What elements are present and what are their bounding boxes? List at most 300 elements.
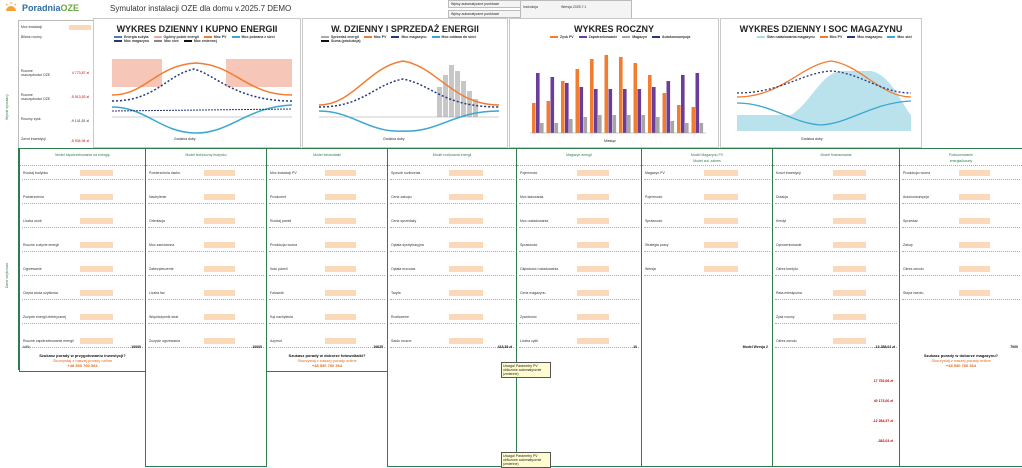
field-input[interactable] xyxy=(449,338,482,344)
yearly-bar xyxy=(598,115,602,133)
field-input[interactable] xyxy=(204,170,235,176)
row-divider xyxy=(269,323,385,324)
field-input[interactable] xyxy=(325,194,356,200)
chart-daily-purchase-plot xyxy=(106,55,296,135)
field-label: Strategia pracy xyxy=(645,243,669,247)
legend-item: Moc magazynu xyxy=(847,35,882,39)
field-label: Sposób rozliczenia xyxy=(391,171,421,175)
row-divider xyxy=(390,203,514,204)
chart-daily-soc-title: WYKRES DZIENNY I SOC MAGAZYNU xyxy=(739,24,903,34)
row-divider xyxy=(22,299,143,300)
row-divider xyxy=(519,179,639,180)
row-divider xyxy=(390,251,514,252)
panel-divider xyxy=(900,165,1022,166)
row-divider xyxy=(775,179,897,180)
field-input[interactable] xyxy=(204,242,235,248)
row-divider xyxy=(902,227,1020,228)
field-label: Magazyn PV xyxy=(645,171,665,175)
field-label: Rodzaj budynku xyxy=(23,171,49,175)
yearly-bar xyxy=(656,117,660,133)
field-input[interactable] xyxy=(204,290,235,296)
yearly-bar xyxy=(590,59,594,133)
chart-daily-sales xyxy=(302,18,508,148)
field-label: Okres zwrotu xyxy=(776,339,797,343)
top-info-label: Instrukcja xyxy=(523,5,538,9)
row-divider xyxy=(269,275,385,276)
yearly-bar xyxy=(648,75,652,133)
field-input[interactable] xyxy=(959,194,991,200)
field-input[interactable] xyxy=(204,314,235,320)
chart-daily-purchase-title: WYKRES DZIENNY I KUPNO ENERGII xyxy=(116,24,278,34)
field-label: Dotacja xyxy=(776,195,788,199)
chart-yearly xyxy=(509,18,719,148)
inputs-sidebar xyxy=(0,148,19,370)
row-divider xyxy=(775,323,897,324)
yearly-bar xyxy=(696,73,700,133)
field-input[interactable] xyxy=(833,266,866,272)
field-input[interactable] xyxy=(80,290,113,296)
panel-title: Model techniczny budynku xyxy=(185,153,227,157)
row-divider xyxy=(269,227,385,228)
field-label: Powierzchnia dachu xyxy=(149,171,181,175)
panel-title: Magazyn energii xyxy=(566,153,592,157)
brand-logo xyxy=(22,3,79,13)
row-divider xyxy=(148,275,264,276)
row-divider xyxy=(22,251,143,252)
promo-block[interactable] xyxy=(22,353,143,368)
yearly-bar xyxy=(536,73,540,133)
panel-main-value: 7000 xyxy=(1010,345,1018,349)
results-sidebar xyxy=(0,20,19,148)
yearly-bar xyxy=(584,117,588,133)
legend-item: Moc PV xyxy=(364,35,387,39)
yearly-bar xyxy=(642,115,646,133)
chart-yearly-xlabel: Miesiąc xyxy=(604,139,616,143)
field-label: Wersja xyxy=(645,267,656,271)
row-divider xyxy=(644,179,770,180)
field-label: Rata miesięczna xyxy=(776,291,802,295)
yearly-bar xyxy=(619,57,623,133)
panel-title: Model zapotrzebowania na energię xyxy=(55,153,110,157)
field-input[interactable] xyxy=(577,194,609,200)
panel-main-value: 10 xyxy=(633,345,637,349)
yearly-bar xyxy=(576,69,580,133)
legend-item: Magazyn xyxy=(622,35,647,39)
panel-main-value: 10625 xyxy=(373,345,383,349)
yearly-bar xyxy=(638,89,642,133)
panel-3 xyxy=(266,148,388,372)
finance-value: 40 173,00 zł xyxy=(873,399,893,403)
field-label: Opłata dystrybucyjna xyxy=(391,243,424,247)
row-divider xyxy=(148,323,264,324)
field-input[interactable] xyxy=(449,266,482,272)
chart-daily-sales-legend xyxy=(321,35,501,43)
field-input[interactable] xyxy=(325,266,356,272)
panel-main-value: 10000 xyxy=(131,345,141,349)
field-input[interactable] xyxy=(704,242,738,248)
row-divider xyxy=(390,323,514,324)
chart-yearly-title: WYKRES ROCZNY xyxy=(573,24,654,34)
panel-subtitle: energia/koszty xyxy=(949,159,973,163)
row-divider xyxy=(519,323,639,324)
field-input[interactable] xyxy=(80,218,113,224)
yearly-bar xyxy=(667,81,671,133)
yearly-bar xyxy=(627,115,631,133)
legend-item: Suma (produkcja) xyxy=(321,39,361,43)
chart-daily-sales-title: W. DZIENNY I SPRZEDAŻ ENERGII xyxy=(331,24,479,34)
field-label: Liczba cykli xyxy=(520,339,538,343)
legend-item: Moc zmiennej xyxy=(184,39,217,43)
results-summary xyxy=(18,20,94,150)
field-input[interactable] xyxy=(449,170,482,176)
panel-divider xyxy=(267,165,387,166)
row-divider xyxy=(390,299,514,300)
yearly-bar xyxy=(685,123,689,133)
field-input[interactable] xyxy=(325,314,356,320)
field-input[interactable] xyxy=(577,338,609,344)
row-divider xyxy=(269,203,385,204)
yearly-bar xyxy=(634,63,638,133)
yearly-bar xyxy=(532,103,536,133)
field-input[interactable] xyxy=(449,194,482,200)
row-divider xyxy=(519,251,639,252)
field-input[interactable] xyxy=(704,170,738,176)
field-label: Kąt nachylenia xyxy=(270,315,293,319)
field-input[interactable] xyxy=(959,218,991,224)
yearly-bar xyxy=(652,87,656,133)
row-divider xyxy=(902,299,1020,300)
panel-4 xyxy=(387,148,517,467)
panel-title: Model rozliczania energii xyxy=(432,153,472,157)
legend-item: Moc sieć xyxy=(154,39,179,43)
field-input[interactable] xyxy=(325,290,356,296)
row-divider xyxy=(269,251,385,252)
chart-daily-soc-legend xyxy=(757,35,917,39)
panel-main-value: Model Wersja 2 xyxy=(742,345,768,349)
row-divider xyxy=(775,203,897,204)
brand-name-part2: OZE xyxy=(60,3,80,13)
yearly-bar xyxy=(700,123,704,133)
yearly-bar xyxy=(681,75,685,133)
field-label: Pojemność xyxy=(645,195,663,199)
field-label: Zużycie energii elektrycznej xyxy=(23,315,66,319)
row-divider xyxy=(269,299,385,300)
field-input[interactable] xyxy=(704,266,738,272)
field-input[interactable] xyxy=(577,266,609,272)
field-label: Liczba faz xyxy=(149,291,165,295)
field-input[interactable] xyxy=(959,290,991,296)
app-title: Symulator instalacji OZE dla domu v.2025.7 DEMO xyxy=(110,4,292,13)
field-input[interactable] xyxy=(833,338,866,344)
yearly-bar xyxy=(540,123,544,133)
field-input[interactable] xyxy=(204,218,235,224)
row-divider xyxy=(775,275,897,276)
row-divider xyxy=(902,275,1020,276)
field-input[interactable] xyxy=(204,266,235,272)
field-input[interactable] xyxy=(704,218,738,224)
promo-text: Szukasz porady w doborze fotowoltaiki? xyxy=(288,353,366,358)
field-label: Powierzchnia xyxy=(23,195,44,199)
inputs-sidebar-label: Dane wejściowe xyxy=(5,262,9,288)
legend-item: Moc PV xyxy=(204,35,227,39)
field-label: Roczne zużycie energii xyxy=(23,243,59,247)
field-input[interactable] xyxy=(577,314,609,320)
field-input[interactable] xyxy=(80,314,113,320)
promo-phone[interactable]: +48 530 760 364 xyxy=(67,363,98,368)
field-label: Roczne zapotrzebowanie energii xyxy=(23,339,74,343)
legend-item: Moc PV xyxy=(820,35,843,39)
summary-label-5: Zwrot inwestycji xyxy=(21,137,46,141)
field-input[interactable] xyxy=(833,290,866,296)
field-input[interactable] xyxy=(204,194,235,200)
field-label: Stopa zwrotu xyxy=(903,291,924,295)
panel-divider xyxy=(388,165,516,166)
field-label: Sprawność xyxy=(645,219,663,223)
row-divider xyxy=(390,227,514,228)
panel-7 xyxy=(772,148,900,467)
field-label: Rozliczenie xyxy=(391,315,409,319)
panel-title: Podsumowanie xyxy=(949,153,973,157)
row-divider xyxy=(22,203,143,204)
field-label: Zużycie ogrzewania xyxy=(149,339,180,343)
panel-8 xyxy=(899,148,1022,467)
yearly-bar xyxy=(580,87,584,133)
field-label: Ilość paneli xyxy=(270,267,288,271)
row-divider xyxy=(22,323,143,324)
row-divider xyxy=(269,179,385,180)
legend-item: Moc magazynu xyxy=(114,39,149,43)
yearly-bar xyxy=(551,77,555,133)
field-label: Współczynnik strat xyxy=(149,315,179,319)
field-input[interactable] xyxy=(204,338,235,344)
row-divider xyxy=(22,275,143,276)
field-input[interactable] xyxy=(959,266,991,272)
field-label: Falownik xyxy=(270,291,284,295)
promo-text: Szukasz porady w doborze magazynu? xyxy=(923,353,999,358)
chart-daily-sales-xlabel: Godzina doby xyxy=(383,137,405,141)
field-input[interactable] xyxy=(449,314,482,320)
field-label: Moc zamówiona xyxy=(149,243,175,247)
field-input[interactable] xyxy=(833,242,866,248)
field-input[interactable] xyxy=(959,242,991,248)
field-input[interactable] xyxy=(449,218,482,224)
field-input[interactable] xyxy=(449,242,482,248)
row-divider xyxy=(644,227,770,228)
row-divider xyxy=(519,203,639,204)
summary-label-2: Roczne oszczędności OZE xyxy=(21,69,51,77)
top-info-box-2: Wpisy automatyczne punktowe xyxy=(448,10,526,18)
field-label: Okres zwrotu xyxy=(903,267,924,271)
panel-divider xyxy=(773,165,899,166)
panel-title: Model Magazynu PV xyxy=(690,153,724,157)
promo-phone[interactable]: +48 530 760 364 xyxy=(311,363,343,368)
field-input[interactable] xyxy=(325,242,356,248)
summary-value-4: -9 141,81 zł xyxy=(70,119,89,123)
summary-value-0[interactable] xyxy=(69,25,91,30)
finance-value: -12 284,37 zł xyxy=(872,419,893,423)
field-input[interactable] xyxy=(833,218,866,224)
summary-value-3: -5 913,53 zł xyxy=(70,95,89,99)
field-input[interactable] xyxy=(959,170,991,176)
yearly-bar xyxy=(569,119,573,133)
yearly-bar xyxy=(555,123,559,133)
panel-title: Model finansowania xyxy=(820,153,852,157)
field-label: Moc rozładowania xyxy=(520,219,549,223)
row-divider xyxy=(775,299,897,300)
field-input[interactable] xyxy=(577,170,609,176)
top-info-value: Wersja 2025.7.1 xyxy=(561,5,587,9)
top-info-panel xyxy=(520,0,632,20)
field-label: Oprocentowanie xyxy=(776,243,802,247)
panel-divider xyxy=(517,165,641,166)
row-divider xyxy=(390,275,514,276)
panel-divider xyxy=(20,165,145,166)
field-input[interactable] xyxy=(577,218,609,224)
field-label: Taryfa xyxy=(391,291,401,295)
field-input[interactable] xyxy=(833,170,866,176)
field-input[interactable] xyxy=(80,338,113,344)
finance-value: -382,03 zł xyxy=(877,439,893,443)
field-label: Żywotność xyxy=(520,315,537,319)
field-input[interactable] xyxy=(833,194,866,200)
field-input[interactable] xyxy=(325,218,356,224)
legend-item: Moc pobrana z sieci xyxy=(232,35,275,39)
field-input[interactable] xyxy=(80,242,113,248)
row-divider xyxy=(148,251,264,252)
field-label: Cena zakupu xyxy=(391,195,412,199)
promo-text: Skorzystaj z naszej porady online xyxy=(297,358,357,363)
chart-daily-purchase-legend xyxy=(114,35,294,43)
field-label: Zabezpieczenie xyxy=(149,267,174,271)
field-label: Ciepła woda użytkowa xyxy=(23,291,58,295)
summary-value-5: -5 934,94 zł xyxy=(70,139,89,143)
yearly-bar xyxy=(547,101,551,133)
field-label: Cena sprzedaży xyxy=(391,219,417,223)
legend-item: Moc sieć xyxy=(887,35,912,39)
yearly-bar xyxy=(663,93,667,133)
field-label: Moc instalacji PV xyxy=(270,171,297,175)
field-input[interactable] xyxy=(80,170,113,176)
field-label: Sprzedaż xyxy=(903,219,918,223)
panel-6 xyxy=(641,148,773,467)
legend-item: Zysk PV xyxy=(550,35,574,39)
promo-phone[interactable]: +48 530 760 364 xyxy=(945,363,977,368)
legend-item: Ogólny pobór energii xyxy=(154,35,199,39)
field-input[interactable] xyxy=(449,290,482,296)
legend-item: Stan naładowania magazynu xyxy=(757,35,815,39)
row-divider xyxy=(22,179,143,180)
field-label: Koszt inwestycji xyxy=(776,171,801,175)
chart-daily-purchase-xlabel: Godzina doby xyxy=(174,137,196,141)
chart-daily-soc-plot xyxy=(731,53,915,137)
panel-divider xyxy=(642,165,772,166)
chart-daily-soc xyxy=(720,18,922,148)
yearly-bar xyxy=(613,115,617,133)
row-divider xyxy=(148,299,264,300)
panel-main-value: 415,38 zł xyxy=(497,345,512,349)
row-divider xyxy=(519,299,639,300)
row-divider xyxy=(644,203,770,204)
legend-item: Zapotrzebowanie xyxy=(579,35,618,39)
field-input[interactable] xyxy=(325,338,356,344)
row-divider xyxy=(644,275,770,276)
chart-daily-purchase xyxy=(93,18,301,148)
finance-value: 17 752,06 zł xyxy=(873,379,893,383)
row-divider xyxy=(390,179,514,180)
row-divider xyxy=(775,251,897,252)
field-label: Saldo roczne xyxy=(391,339,412,343)
field-input[interactable] xyxy=(577,290,609,296)
panel-1 xyxy=(19,148,146,372)
field-label: Orientacja xyxy=(149,219,165,223)
row-divider xyxy=(148,227,264,228)
summary-label-0: Moc instalacji xyxy=(21,25,43,29)
field-label: Głębokość rozładowania xyxy=(520,267,559,271)
promo-block[interactable] xyxy=(902,353,1020,368)
field-input[interactable] xyxy=(577,242,609,248)
field-label: Zysk roczny xyxy=(776,315,795,319)
row-divider xyxy=(902,251,1020,252)
row-divider xyxy=(519,227,639,228)
summary-label-3: Roczne oszczędności OZE xyxy=(21,93,51,101)
warning-note-2: Uwaga! Parametry PV obliczone automatycznie (zmienne) xyxy=(501,452,551,468)
yearly-bar xyxy=(561,81,565,133)
sun-logo-icon xyxy=(4,1,18,12)
summary-value-2: 4 773,87 zł xyxy=(71,71,89,75)
panel-2 xyxy=(145,148,267,467)
field-label: Zakup xyxy=(903,243,913,247)
row-divider xyxy=(644,251,770,252)
field-label: Nachylenie xyxy=(149,195,167,199)
legend-item: Moc oddana do sieci xyxy=(432,35,476,39)
row-divider xyxy=(148,179,264,180)
yearly-bar xyxy=(671,121,675,133)
field-label: Liczba osób xyxy=(23,219,42,223)
yearly-bar xyxy=(565,83,569,133)
legend-item: Sprzedaż energii xyxy=(321,35,359,39)
chart-daily-sales-plot xyxy=(313,55,503,135)
promo-text: Skorzystaj z naszej porady online xyxy=(52,358,113,363)
field-input[interactable] xyxy=(80,266,113,272)
row-divider xyxy=(775,227,897,228)
panel-title: Model fotowoltaiki xyxy=(313,153,341,157)
field-label: Kredyt xyxy=(776,219,787,223)
top-info-box-1: Wpisy automatyczne punktowe xyxy=(448,0,526,8)
row-divider xyxy=(902,179,1020,180)
legend-item: Autokonsumpcja xyxy=(652,35,690,39)
yearly-bar xyxy=(677,105,681,133)
row-divider xyxy=(902,203,1020,204)
field-label: Produkcja roczna xyxy=(270,243,298,247)
summary-label-4: Roczny zysk xyxy=(21,117,41,121)
field-label: Autokonsumpcja xyxy=(903,195,929,199)
summary-label-1: Bilans roczny xyxy=(21,35,42,39)
field-input[interactable] xyxy=(704,194,738,200)
yearly-bar xyxy=(594,89,598,133)
row-divider xyxy=(519,275,639,276)
promo-block[interactable] xyxy=(269,353,385,368)
yearly-bar xyxy=(692,107,696,133)
field-input[interactable] xyxy=(833,314,866,320)
results-sidebar-label: Wyniki symulacji xyxy=(5,94,9,120)
chart-yearly-plot xyxy=(524,47,708,139)
field-label: Pojemność xyxy=(520,171,538,175)
field-input[interactable] xyxy=(325,170,356,176)
panel-main-unit: kWh xyxy=(23,345,30,349)
brand-name-part1: Poradnia xyxy=(22,3,61,13)
field-input[interactable] xyxy=(80,194,113,200)
panel-main-value: -13 288,02 zł xyxy=(874,345,895,349)
